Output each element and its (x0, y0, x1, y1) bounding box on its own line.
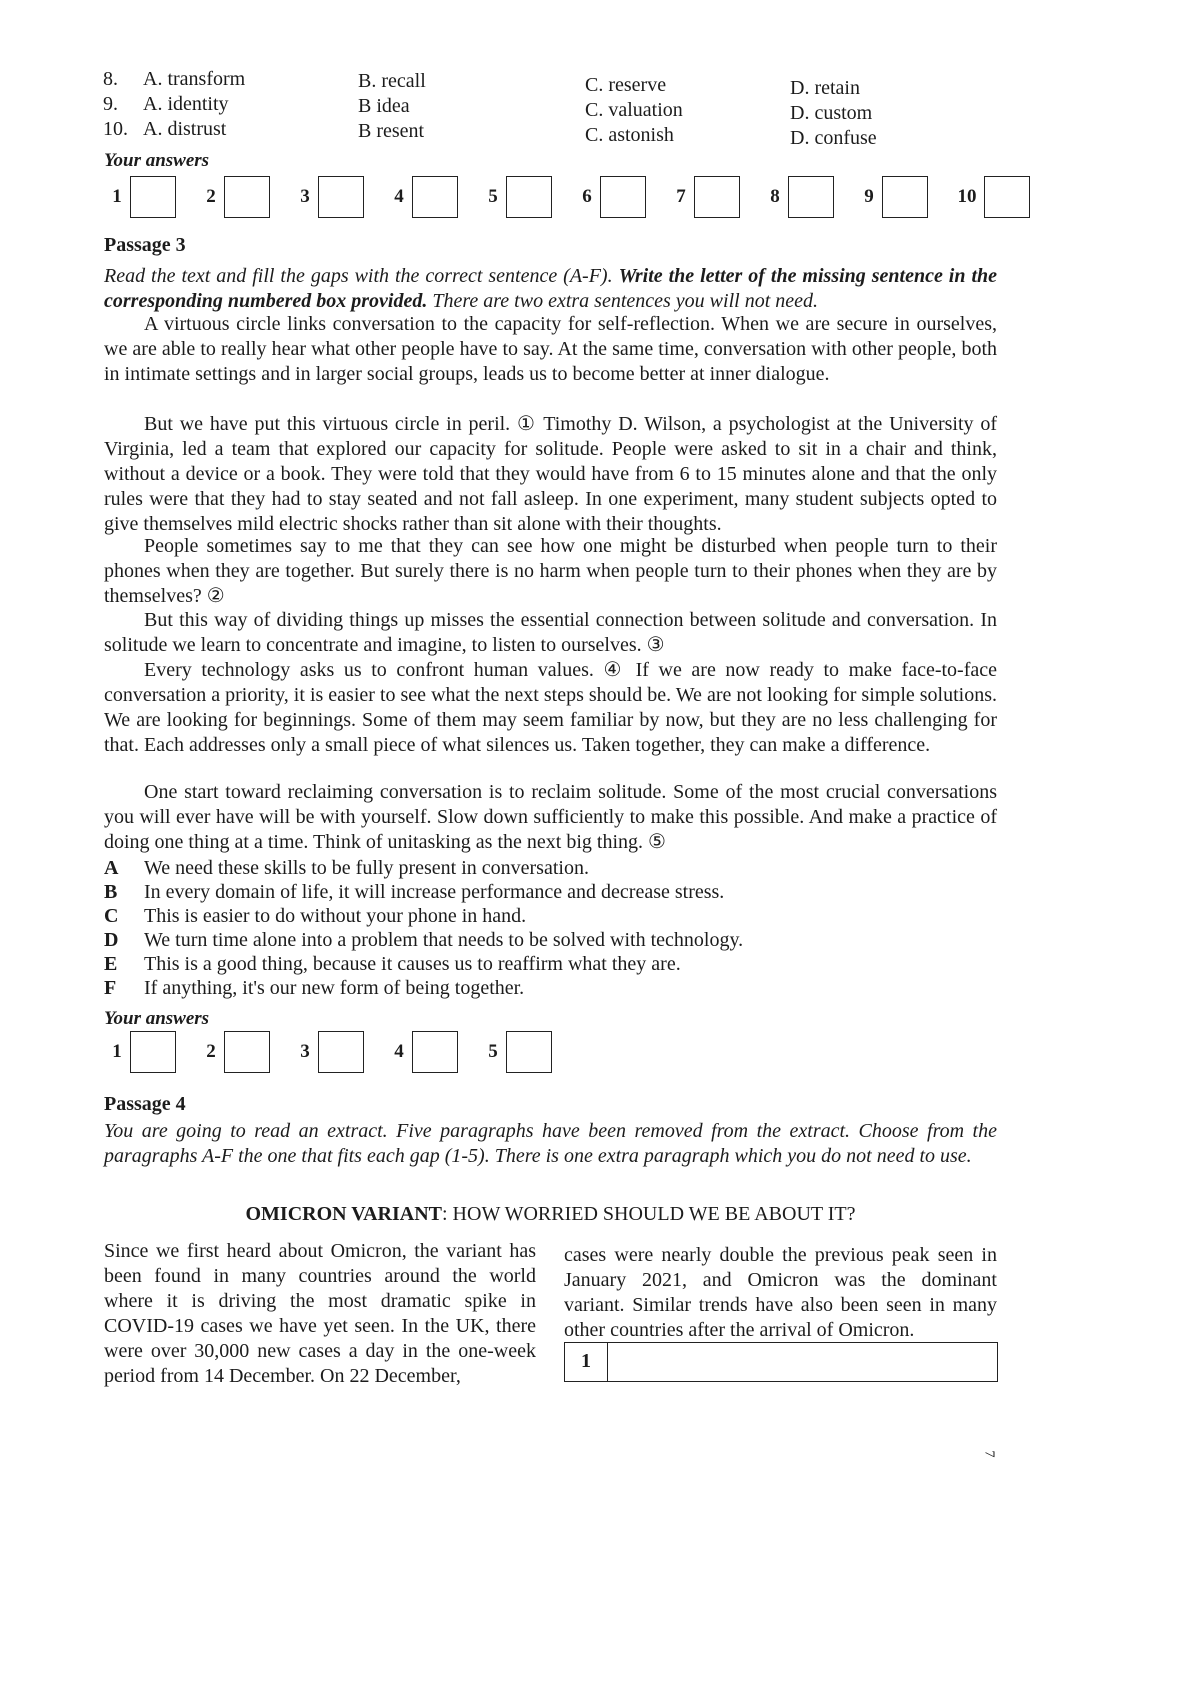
answer-row-10 (104, 176, 1030, 218)
option-c: C. valuation (585, 99, 683, 121)
paragraph: A virtuous circle links conversation to the capacity for self-reflection. When we are secure in ourselves, we are able to really hear what other people have to say. At the same time, conversation with other people, both in intimate settings and in larger social groups, leads us to become better at inner dialogue. (104, 313, 997, 385)
instruction-text: Read the text and fill the gaps with the correct sentence (A-F). (104, 265, 613, 287)
answer-number: 7 (676, 186, 686, 207)
sentence-text: If anything, it's our new form of being together. (144, 977, 525, 999)
answer-box[interactable] (318, 176, 364, 218)
answer-box[interactable] (506, 176, 552, 218)
sentence-letter: C (104, 905, 119, 927)
answer-box[interactable] (412, 1031, 458, 1073)
answer-number: 1 (112, 1041, 122, 1062)
sentence-option (104, 952, 681, 977)
answer-number: 2 (206, 1041, 216, 1062)
answer-number: 3 (300, 186, 310, 207)
answer-number: 5 (488, 186, 498, 207)
option-number: 9. (103, 93, 118, 115)
answer-box[interactable] (224, 176, 270, 218)
paragraph: One start toward reclaiming conversation is to reclaim solitude. Some of the most crucial conversations you will ever have will be with yourself. Slow down sufficiently to make this possible. And make a practice of doing one thing at a time. Think of unitasking as the next big thing. ⑤ (104, 781, 997, 853)
answer-number: 2 (206, 186, 216, 207)
passage-4-instructions: You are going to read an extract. Five paragraphs have been removed from the extract. Choose from the paragraphs A-F the one that fits each gap (1-5). There is one extra paragraph which you do not need to use. (104, 1120, 997, 1167)
paragraph: But this way of dividing things up misses the essential connection between solitude and conversation. In solitude we learn to concentrate and imagine, to listen to ourselves. ③ (104, 609, 997, 656)
article-title-bold: OMICRON VARIANT (245, 1203, 442, 1225)
sentence-text: This is a good thing, because it causes us to reaffirm what they are. (144, 953, 681, 975)
sentence-letter: B (104, 881, 118, 903)
answer-number: 5 (488, 1041, 498, 1062)
option-c: C. reserve (585, 74, 667, 96)
answer-number: 10 (957, 186, 977, 207)
answer-box[interactable] (600, 176, 646, 218)
page-mark: 7 (981, 1450, 997, 1458)
answer-number: 1 (112, 186, 122, 207)
gap-number: 1 (565, 1343, 608, 1381)
option-c: C. astonish (585, 124, 674, 146)
answer-box[interactable] (694, 176, 740, 218)
option-a: A. distrust (143, 118, 227, 140)
paragraph: People sometimes say to me that they can see how one might be disturbed when people turn to their phones when they are together. But surely there is no harm when people turn to their phones when they are by themselves? ② (104, 535, 997, 607)
sentence-text: This is easier to do without your phone in hand. (144, 905, 527, 927)
sentence-letter: A (104, 857, 119, 879)
gap-1-box[interactable] (564, 1342, 998, 1382)
answer-box[interactable] (984, 176, 1030, 218)
sentence-option (104, 904, 526, 929)
option-d: D. confuse (790, 127, 877, 149)
article-column-right: cases were nearly double the previous peak seen in January 2021, and Omicron was the dominant variant. Similar trends have also been seen in many other countries after the arrival of Omicron. (564, 1244, 997, 1341)
passage-3-instructions (104, 264, 997, 314)
option-d: D. custom (790, 102, 873, 124)
instruction-text: There are two extra sentences you will not need. (432, 290, 818, 312)
article-title-rest: : HOW WORRIED SHOULD WE BE ABOUT IT? (442, 1203, 856, 1225)
answer-row-5 (104, 1031, 574, 1073)
sentence-option (104, 856, 589, 881)
sentence-option (104, 976, 524, 1001)
sentence-option (104, 880, 724, 905)
answer-number: 6 (582, 186, 592, 207)
option-b: B. recall (358, 70, 426, 92)
paragraph: Every technology asks us to confront human values. ④ If we are now ready to make face-to-face conversation a priority, it is easier to see what the next steps should be. We are not looking for simple solutions. We are looking for beginnings. Some of them may seem familiar by now, but they are no less challenging for that. Each addresses only a small piece of what silences us. Taken together, they can make a difference. (104, 659, 997, 756)
option-b: B resent (358, 120, 425, 142)
article-title (104, 1203, 997, 1226)
answer-box[interactable] (412, 176, 458, 218)
answer-number: 9 (864, 186, 874, 207)
sentence-letter: D (104, 929, 119, 951)
option-number: 8. (103, 68, 118, 90)
sentence-text: We need these skills to be fully present in conversation. (144, 857, 589, 879)
answer-box[interactable] (224, 1031, 270, 1073)
answer-box[interactable] (130, 1031, 176, 1073)
option-d: D. retain (790, 77, 860, 99)
option-number: 10. (103, 118, 128, 140)
passage-3-heading: Passage 3 (104, 234, 186, 256)
article-column-left: Since we first heard about Omicron, the variant has been found in many countries around the world where it is driving the most dramatic spike in COVID-19 cases we have yet seen. In the UK, there were over 30,000 new cases a day in the one-week period from 14 December. On 22 December, (104, 1240, 536, 1387)
sentence-letter: F (104, 977, 117, 999)
option-a: A. transform (143, 68, 246, 90)
option-a: A. identity (143, 93, 229, 115)
answer-number: 3 (300, 1041, 310, 1062)
sentence-letter: E (104, 953, 118, 975)
gap-answer-area[interactable] (608, 1343, 997, 1381)
answer-box[interactable] (318, 1031, 364, 1073)
answer-box[interactable] (788, 176, 834, 218)
sentence-text: We turn time alone into a problem that needs to be solved with technology. (144, 929, 744, 951)
paragraph: But we have put this virtuous circle in peril. ① Timothy D. Wilson, a psychologist at the University of Virginia, led a team that explored our capacity for solitude. People were asked to sit in a chair and think, without a device or a book. They were told that they would have from 6 to 15 minutes alone and that the only rules were that they had to stay seated and not fall asleep. In one experiment, many student subjects opted to give themselves mild electric shocks rather than sit alone with their thoughts. (104, 413, 997, 535)
answer-number: 4 (394, 1041, 404, 1062)
answer-box[interactable] (506, 1031, 552, 1073)
sentence-option (104, 928, 743, 953)
option-b: B idea (358, 95, 410, 117)
instruction-bold: Write the letter of the missing sentence in the corresponding numbered box provided. (104, 265, 998, 312)
passage-4-heading: Passage 4 (104, 1093, 186, 1115)
your-answers-label: Your answers (104, 150, 210, 171)
your-answers-label: Your answers (104, 1008, 210, 1029)
sentence-text: In every domain of life, it will increase performance and decrease stress. (144, 881, 725, 903)
answer-box[interactable] (882, 176, 928, 218)
answer-number: 4 (394, 186, 404, 207)
answer-number: 8 (770, 186, 780, 207)
answer-box[interactable] (130, 176, 176, 218)
